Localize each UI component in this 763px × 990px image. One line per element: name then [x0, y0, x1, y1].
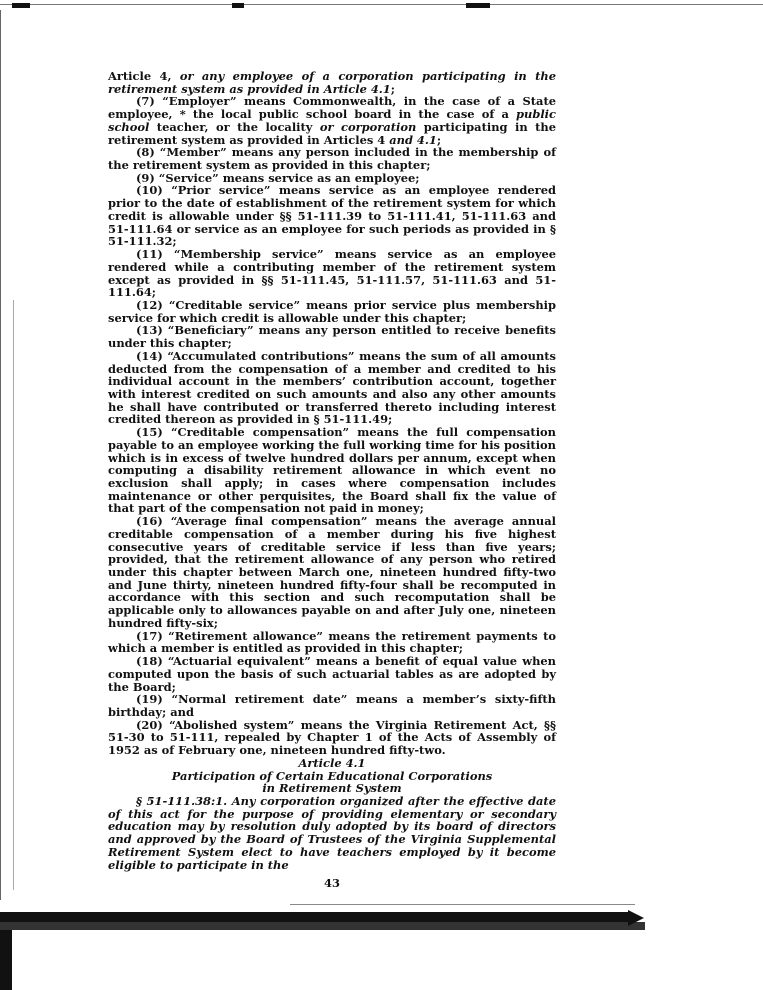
- paragraph: (18) “Actuarial equivalent” means a benefit of equal value when computed upon the basis of such actuarial tables as are adopted by the Board;: [108, 654, 556, 694]
- paragraph: (14) “Accumulated contributions” means the sum of all amounts deducted from the compensation of a member and credited to his individual account in the members’ contribution account, together with interest credited on such amounts and also any other amounts he shall have contributed or transferred thereto including interest credited thereon as provided in § 51-111.49;: [108, 348, 556, 427]
- paragraph: (8) “Member” means any person included in the membership of the retirement system as provided in this chapter;: [108, 145, 556, 173]
- paragraph: (16) “Average final compensation” means the average annual creditable compensation of a member during his five highest consecutive years of creditable service if less than five years; provided, that the retirement allowance of any person who retired under this chapter between March one, nineteen hundred fifty-two and June thirty, nineteen hundred fifty-four shall be recomputed in accordance with this section and such recomputation shall be applicable only to allowances payable on and after July one, nineteen hundred fifty-six;: [108, 514, 556, 630]
- scan-top-edge: [0, 0, 763, 10]
- paragraph: (10) “Prior service” means service as an employee rendered prior to the date of establishment of the retirement system for which credit is allowable under §§ 51-111.39 to 51-111.41, 51-111.63 and 51-111.64 or service as an employee for such periods as provided in § 51-111.32;: [108, 183, 556, 249]
- scan-bottom-edge: [0, 900, 763, 990]
- paragraph: (17) “Retirement allowance” means the retirement payments to which a member is entitled as provided in this chapter;: [108, 628, 556, 656]
- scan-left-edge-inner: [13, 300, 14, 890]
- document-body: [108, 70, 556, 871]
- paragraph: (12) “Creditable service” means prior service plus membership service for which credit is allowable under this chapter;: [108, 297, 556, 325]
- paragraph: (9) “Service” means service as an employee;: [136, 170, 420, 185]
- paragraph: (7) “Employer” means Commonwealth, in the case of a State employee, * the local public school board in the case of a public school teacher, or the locality or corporation participating in the retirement system as provided in Articles 4 and 4.1;: [108, 94, 556, 147]
- scan-arrow-mark: [628, 910, 644, 926]
- document-page: [108, 70, 556, 890]
- paragraph: (15) “Creditable compensation” means the full compensation payable to an employee working the full working time for his position which is in excess of twelve hundred dollars per annum, except when computing a disability retirement allowance in which event no exclusion shall apply; in cases where compensation includes maintenance or other perquisites, the Board shall fix the value of that part of the compensation not paid in money;: [108, 425, 556, 516]
- paragraph: (13) “Beneficiary” means any person entitled to receive benefits under this chapter;: [108, 323, 556, 351]
- paragraph: § 51-111.38:1. Any corporation organized after the effective date of this act for the purpose of providing elementary or secondary education may by resolution duly adopted by its board of directors and approved by the Board of Trustees of the Virginia Supplemental Retirement System elect to have teachers employed by it become eligible to participate in the: [108, 793, 556, 872]
- paragraph: Article 4.1: [298, 755, 366, 770]
- page-number: 43: [324, 876, 340, 891]
- paragraph: (19) “Normal retirement date” means a member’s sixty-fifth birthday; and: [108, 692, 556, 719]
- paragraph: (20) “Abolished system” means the Virginia Retirement Act, §§ 51-30 to 51-111, repealed by Chapter 1 of the Acts of Assembly of 1952 as of February one, nineteen hundred fifty-two.: [108, 717, 556, 758]
- paragraph: (11) “Membership service” means service as an employee rendered while a contributing member of the retirement system except as provided in §§ 51-111.45, 51-111.57, 51-111.63 and 51-111.64;: [108, 247, 556, 300]
- paragraph: Article 4, or any employee of a corporation participating in the retirement system as provided in Article 4.1;: [108, 69, 556, 96]
- scan-left-edge: [0, 10, 1, 900]
- paragraph: Participation of Certain Educational Corporations in Retirement System: [171, 768, 493, 796]
